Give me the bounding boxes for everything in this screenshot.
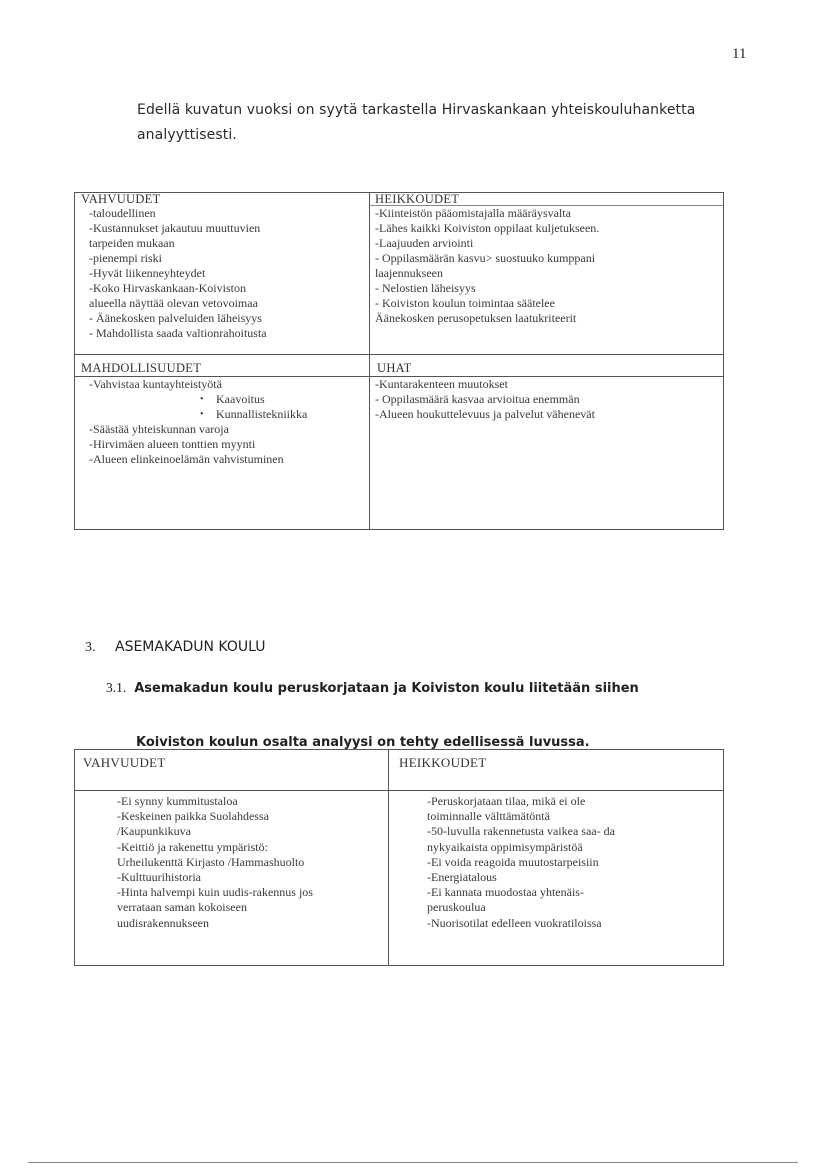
list-item: -Laajuuden arviointi	[375, 236, 474, 250]
strengths-list	[117, 794, 313, 931]
list-item: - Oppilasmäärä kasvaa arvioitua enemmän	[375, 392, 580, 406]
section-title: ASEMAKADUN KOULU	[115, 639, 266, 655]
list-item: tarpeiden mukaan	[89, 236, 175, 250]
list-item: -taloudellinen	[89, 206, 156, 220]
subsection-heading	[106, 680, 639, 696]
section-heading	[85, 639, 265, 656]
list-item: -Hirvimäen alueen tonttien myynti	[89, 437, 256, 451]
threats-heading: UHAT	[377, 361, 412, 375]
list-item: Äänekosken perusopetuksen laatukriteerit	[375, 311, 577, 325]
analysis-note: Koiviston koulun osalta analyysi on tehty edellisessä luvussa.	[136, 735, 590, 750]
list-item: - Koiviston koulun toimintaa säätelee	[375, 296, 555, 310]
table-divider-horizontal	[75, 790, 723, 791]
list-item: -Lähes kaikki Koiviston oppilaat kuljetukseen.	[375, 221, 600, 235]
subsection-number: 3.1.	[106, 680, 127, 695]
swot-table-hirvaskangas	[74, 192, 724, 530]
list-item: -Keittiö ja rakenettu ympäristö:	[117, 839, 268, 854]
page-bottom-rule	[28, 1162, 798, 1163]
list-item: laajennukseen	[375, 266, 443, 280]
table-divider-vertical	[388, 750, 389, 965]
weaknesses-list	[427, 794, 615, 931]
list-item: -Peruskorjataan tilaa, mikä ei ole	[427, 794, 586, 808]
list-item: -Ei kannata muodostaa yhtenäis-	[427, 885, 584, 900]
list-item: -Koko Hirvaskankaan-Koiviston	[89, 281, 246, 295]
table-divider-vertical	[369, 193, 370, 529]
list-item: - Nelostien läheisyys	[375, 281, 476, 295]
list-item: -Nuorisotilat edelleen vuokratiloissa	[427, 915, 602, 930]
list-item: -Hyvät liikenneyhteydet	[89, 266, 206, 280]
list-item: nykyaikaista oppimisympäristöä	[427, 839, 583, 854]
list-item: toiminnalle välttämätöntä	[427, 809, 550, 824]
list-item: - Mahdollista saada valtionrahoitusta	[89, 326, 267, 340]
opportunities-heading: MAHDOLLISUUDET	[81, 361, 202, 375]
list-item: verrataan saman kokoiseen	[117, 900, 247, 915]
list-item: -Kiinteistön pääomistajalla määräysvalta	[375, 206, 571, 220]
list-item: - Äänekosken palveluiden läheisyys	[89, 311, 262, 325]
list-item: -Ei synny kummitustaloa	[117, 794, 238, 808]
list-item: /Kaupunkikuva	[117, 824, 191, 839]
intro-paragraph: Edellä kuvatun vuoksi on syytä tarkastella Hirvaskankaan yhteiskouluhanketta analyyttisesti.	[137, 102, 696, 143]
list-item: -50-luvulla rakennetusta vaikea saa- da	[427, 824, 615, 839]
list-item: -Kuntarakenteen muutokset	[375, 377, 508, 391]
list-item: -Hinta halvempi kuin uudis-rakennus jos	[117, 885, 313, 900]
list-item: -pienempi riski	[89, 251, 162, 265]
list-item: alueella näyttää olevan vetovoimaa	[89, 296, 258, 310]
weaknesses-heading: HEIKKOUDET	[375, 192, 460, 206]
list-item: - Oppilasmäärän kasvu> suostuuko kumppani	[375, 251, 596, 265]
list-item: -Alueen elinkeinoelämän vahvistuminen	[89, 452, 284, 466]
page-number: 11	[732, 46, 747, 62]
bullet-item: • Kunnallistekniikka	[89, 407, 307, 422]
weaknesses-list	[375, 206, 599, 326]
list-item: -Säästää yhteiskunnan varoja	[89, 422, 229, 436]
subsection-title: Asemakadun koulu peruskorjataan ja Koiviston koulu liitetään siihen	[134, 681, 639, 696]
section-number: 3.	[85, 640, 96, 655]
list-item: -Ei voida reagoida muutostarpeisiin	[427, 854, 599, 869]
list-item: peruskoulua	[427, 900, 486, 915]
bullet-item: • Kaavoitus	[89, 392, 307, 407]
list-item: -Kulttuurihistoria	[117, 870, 201, 885]
list-item: uudisrakennukseen	[117, 915, 209, 930]
list-item: -Energiatalous	[427, 870, 497, 885]
strengths-heading: VAHVUUDET	[83, 755, 166, 770]
weaknesses-heading: HEIKKOUDET	[399, 755, 487, 770]
opportunities-list	[89, 377, 307, 467]
strengths-heading: VAHVUUDET	[81, 192, 161, 206]
list-item: -Keskeinen paikka Suolahdessa	[117, 809, 269, 824]
list-item: -Vahvistaa kuntayhteistyötä	[89, 377, 222, 391]
list-item: -Alueen houkuttelevuus ja palvelut vähenevät	[375, 407, 595, 421]
threats-list	[375, 377, 595, 422]
swot-table-asemakatu	[74, 749, 724, 966]
list-item: -Kustannukset jakautuu muuttuvien	[89, 221, 261, 235]
list-item: Urheilukenttä Kirjasto /Hammashuolto	[117, 854, 305, 869]
strengths-list	[89, 206, 267, 341]
table-divider-horizontal	[75, 354, 723, 355]
